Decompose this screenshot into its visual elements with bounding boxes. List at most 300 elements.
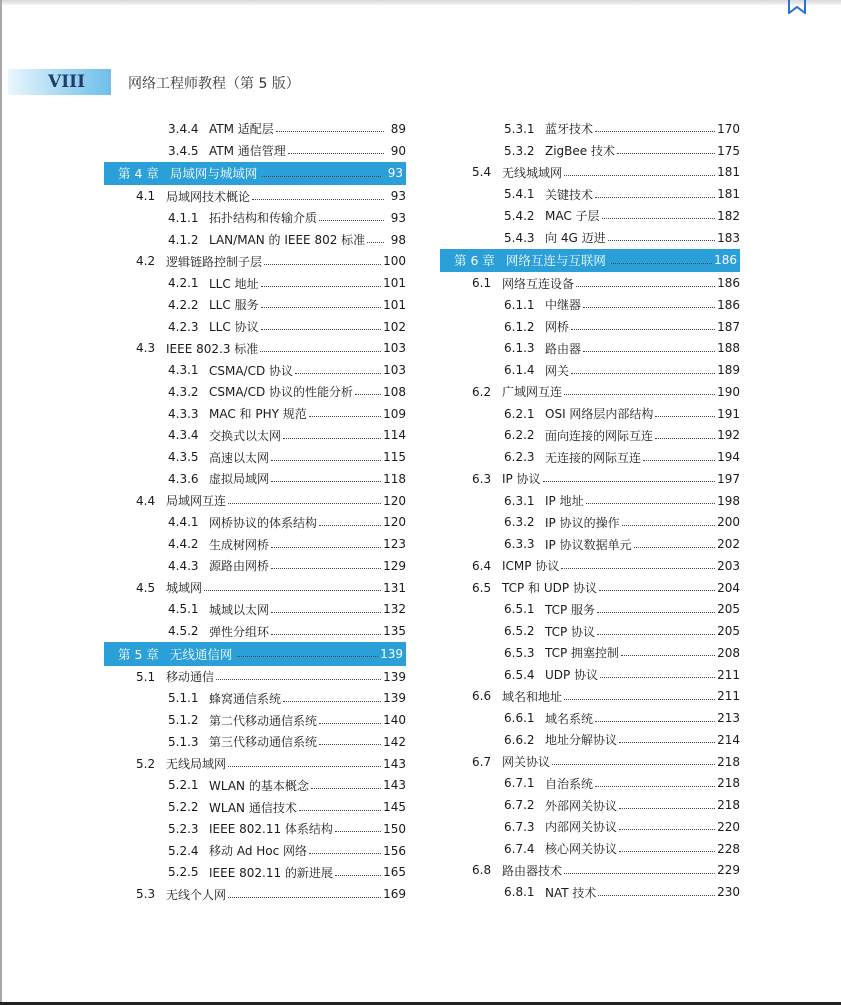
section-number: 6.1.2	[504, 319, 535, 334]
leader-dots	[586, 503, 716, 504]
toc-entry[interactable]	[436, 686, 740, 708]
toc-entry[interactable]	[436, 118, 740, 140]
toc-entry[interactable]	[436, 512, 740, 534]
toc-entry[interactable]	[436, 816, 740, 838]
section-title: IP 协议数据单元	[545, 537, 632, 552]
section-number: 4.4.1	[168, 515, 199, 530]
section-number: 6.2.3	[504, 450, 535, 465]
page-number: 143	[383, 778, 406, 793]
page-number: 198	[717, 493, 740, 508]
section-number: 4.2.2	[168, 297, 199, 312]
leader-dots	[283, 438, 381, 439]
leader-dots	[335, 875, 381, 876]
chapter-heading	[449, 250, 609, 270]
leader-dots	[271, 460, 381, 461]
section-title: 城域以太网	[209, 602, 270, 617]
toc-entry[interactable]	[436, 707, 740, 729]
page-number: 142	[383, 734, 406, 749]
leader-dots	[271, 634, 381, 635]
toc-entry[interactable]	[436, 599, 740, 621]
toc-entry[interactable]	[100, 753, 406, 775]
page-number: 139	[383, 669, 406, 684]
leader-dots	[617, 153, 715, 154]
toc-entry[interactable]	[100, 883, 406, 905]
toc-entry[interactable]	[436, 468, 740, 490]
toc-entry[interactable]	[436, 751, 740, 773]
page-number: 186	[714, 253, 737, 268]
section-title: 第三代移动通信系统	[209, 735, 318, 750]
leader-dots	[262, 176, 381, 177]
page-number: 213	[717, 711, 740, 726]
toc-entry[interactable]	[100, 207, 406, 229]
page-number: 108	[383, 384, 406, 399]
section-number: 4.2	[136, 254, 156, 269]
toc-right-column	[436, 118, 740, 903]
section-number: 6.3.1	[504, 493, 535, 508]
section-number: 4.3.6	[168, 471, 199, 486]
toc-entry[interactable]	[100, 359, 406, 381]
section-number: 6.7	[472, 754, 492, 769]
page-number: 183	[717, 230, 740, 245]
leader-dots	[309, 853, 381, 854]
toc-entry[interactable]	[100, 709, 406, 731]
toc-entry[interactable]	[436, 838, 740, 860]
toc-entry[interactable]	[100, 316, 406, 338]
page-number: 115	[383, 450, 406, 465]
toc-entry[interactable]	[100, 425, 406, 447]
page-number: 186	[717, 276, 740, 291]
section-number: 6.1	[472, 276, 492, 291]
section-title: 局域网技术概论	[166, 189, 251, 204]
section-number: 4.2.3	[168, 319, 199, 334]
section-title: 局域网互连	[166, 494, 227, 509]
section-title: MAC 和 PHY 规范	[209, 407, 307, 422]
page-number: 93	[390, 210, 406, 225]
page-number: 192	[717, 428, 740, 443]
page-number: 191	[717, 406, 740, 421]
section-title: 无连接的网际互连	[545, 450, 642, 465]
section-title: LLC 地址	[209, 276, 259, 291]
section-number: 4.1	[136, 189, 156, 204]
toc-chapter-entry[interactable]	[440, 249, 740, 273]
leader-dots	[204, 590, 381, 591]
section-number: 5.3.1	[504, 121, 535, 136]
leader-dots	[271, 481, 381, 482]
toc-entry[interactable]	[100, 512, 406, 534]
section-title: 网络互连设备	[502, 276, 575, 291]
section-title: WLAN 通信技术	[209, 800, 297, 815]
page-number: 93	[390, 189, 406, 204]
toc-entry[interactable]	[436, 860, 740, 882]
page-number: 188	[717, 341, 740, 356]
section-title: WLAN 的基本概念	[209, 778, 309, 793]
page-number: 120	[383, 515, 406, 530]
toc-entry[interactable]	[436, 490, 740, 512]
page-number: 202	[717, 537, 740, 552]
leader-dots	[271, 568, 381, 569]
toc-entry[interactable]	[436, 227, 740, 249]
page-number: 205	[717, 624, 740, 639]
toc-entry[interactable]	[436, 425, 740, 447]
section-number: 6.5.3	[504, 645, 535, 660]
page-number: 230	[717, 885, 740, 900]
section-number: 5.1.1	[168, 691, 199, 706]
toc-entry[interactable]	[100, 666, 406, 688]
toc-entry[interactable]	[100, 818, 406, 840]
section-number: 6.2.1	[504, 406, 535, 421]
leader-dots	[619, 742, 715, 743]
leader-dots	[319, 744, 381, 745]
chapter-heading	[113, 163, 260, 183]
section-title: 核心网关协议	[545, 842, 618, 857]
section-number: 4.3.1	[168, 363, 199, 378]
section-number: 5.2.5	[168, 865, 199, 880]
section-number: 6.2	[472, 384, 492, 399]
leader-dots	[355, 394, 381, 395]
toc-entry[interactable]	[436, 881, 740, 903]
page-number: 139	[383, 691, 406, 706]
leader-dots	[571, 329, 715, 330]
page-number: 123	[383, 537, 406, 552]
page-number: 220	[717, 819, 740, 834]
leader-dots	[571, 373, 715, 374]
leader-dots	[261, 307, 382, 308]
toc-left-column	[100, 118, 406, 905]
toc-entry[interactable]	[436, 577, 740, 599]
toc-chapter-entry[interactable]	[104, 162, 406, 186]
leader-dots	[264, 264, 381, 265]
leader-dots	[271, 547, 381, 548]
page-number: 165	[383, 865, 406, 880]
section-title: CSMA/CD 协议	[209, 363, 294, 378]
section-title: TCP 和 UDP 协议	[502, 581, 597, 596]
section-number: 6.8	[472, 863, 492, 878]
page-number: 132	[383, 602, 406, 617]
page-number: 181	[717, 187, 740, 202]
leader-dots	[367, 242, 384, 243]
page-number: 102	[383, 319, 406, 334]
section-title: LLC 协议	[209, 320, 259, 335]
section-number: 4.3.2	[168, 384, 199, 399]
section-number: 6.7.1	[504, 776, 535, 791]
leader-dots	[619, 829, 715, 830]
leader-dots	[655, 416, 715, 417]
toc-entry[interactable]	[100, 840, 406, 862]
section-number: 6.2.2	[504, 428, 535, 443]
toc-entry[interactable]	[100, 731, 406, 753]
toc-entry[interactable]	[436, 620, 740, 642]
toc-entry[interactable]	[100, 599, 406, 621]
leader-dots	[598, 895, 715, 896]
chapter-number: 第 4 章	[118, 166, 159, 182]
page-number: 100	[383, 254, 406, 269]
section-number: 4.3.5	[168, 450, 199, 465]
section-title: 路由器技术	[502, 863, 563, 878]
section-number: 5.1.2	[168, 713, 199, 728]
toc-entry[interactable]	[436, 642, 740, 664]
leader-dots	[216, 679, 381, 680]
page-number: 189	[717, 363, 740, 378]
toc-entry[interactable]	[436, 381, 740, 403]
toc-entry[interactable]	[436, 205, 740, 227]
section-title: TCP 拥塞控制	[545, 646, 620, 661]
section-title: 网关	[545, 363, 570, 378]
section-title: 地址分解协议	[545, 733, 618, 748]
section-title: 域名系统	[545, 711, 594, 726]
page-number: 229	[717, 863, 740, 878]
leader-dots	[237, 656, 378, 657]
chapter-number: 第 5 章	[118, 646, 159, 662]
page-number: 205	[717, 602, 740, 617]
leader-dots	[561, 568, 715, 569]
toc-entry[interactable]	[100, 775, 406, 797]
page-number: 114	[383, 428, 406, 443]
toc-entry[interactable]	[100, 555, 406, 577]
leader-dots	[252, 199, 384, 200]
section-number: 4.3.4	[168, 428, 199, 443]
section-title: MAC 子层	[545, 209, 600, 224]
section-title: 网桥协议的体系结构	[209, 515, 318, 530]
section-title: ATM 适配层	[209, 122, 274, 137]
page-number: 103	[383, 341, 406, 356]
section-title: 第二代移动通信系统	[209, 713, 318, 728]
page-number: 211	[717, 667, 740, 682]
leader-dots	[543, 481, 716, 482]
page-number: 103	[383, 363, 406, 378]
section-number: 5.2.1	[168, 778, 199, 793]
page-number: 90	[390, 143, 406, 158]
leader-dots	[621, 655, 715, 656]
section-title: TCP 协议	[545, 624, 596, 639]
toc-entry[interactable]	[100, 446, 406, 468]
leader-dots	[311, 788, 381, 789]
toc-entry[interactable]	[100, 468, 406, 490]
leader-dots	[655, 438, 715, 439]
toc-entry[interactable]	[436, 794, 740, 816]
section-title: 逻辑链路控制子层	[166, 254, 263, 269]
toc-entry[interactable]	[100, 338, 406, 360]
leader-dots	[597, 612, 715, 613]
section-number: 6.3.2	[504, 515, 535, 530]
section-title: IP 地址	[545, 494, 584, 509]
left-edge	[0, 0, 2, 1005]
leader-dots	[564, 394, 715, 395]
section-title: 城域网	[166, 581, 203, 596]
section-number: 4.1.2	[168, 232, 199, 247]
leader-dots	[564, 175, 715, 176]
page-number: 170	[717, 121, 740, 136]
page-number: 175	[717, 143, 740, 158]
leader-dots	[611, 263, 712, 264]
toc-entry[interactable]	[436, 183, 740, 205]
leader-dots	[583, 307, 715, 308]
section-title: 虚拟局域网	[209, 472, 270, 487]
toc-entry[interactable]	[100, 251, 406, 273]
section-number: 4.2.1	[168, 276, 199, 291]
section-number: 6.1.4	[504, 363, 535, 378]
toc-entry[interactable]	[436, 140, 740, 162]
section-number: 6.6	[472, 689, 492, 704]
leader-dots	[622, 525, 716, 526]
section-number: 6.6.2	[504, 732, 535, 747]
book-title: 网络工程师教程（第 5 版）	[128, 76, 300, 92]
section-title: LAN/MAN 的 IEEE 802 标准	[209, 233, 366, 248]
chapter-title: 局域网与城域网	[169, 166, 258, 182]
page-number: 131	[383, 580, 406, 595]
section-number: 6.7.4	[504, 841, 535, 856]
page-number: 150	[383, 821, 406, 836]
leader-dots	[595, 131, 715, 132]
page-number: 135	[383, 624, 406, 639]
section-number: 5.2.4	[168, 843, 199, 858]
toc-entry[interactable]	[100, 620, 406, 642]
page-number: 186	[717, 297, 740, 312]
section-title: 路由器	[545, 341, 582, 356]
toc-entry[interactable]	[436, 664, 740, 686]
toc-entry[interactable]	[436, 555, 740, 577]
leader-dots	[564, 873, 715, 874]
section-number: 5.4.2	[504, 208, 535, 223]
leader-dots	[608, 240, 716, 241]
section-title: LLC 服务	[209, 298, 259, 313]
section-number: 5.1.3	[168, 734, 199, 749]
leader-dots	[595, 721, 715, 722]
toc-entry[interactable]	[436, 773, 740, 795]
section-title: NAT 技术	[545, 885, 597, 900]
leader-dots	[564, 699, 715, 700]
section-number: 6.5	[472, 580, 492, 595]
section-title: 蓝牙技术	[545, 122, 594, 137]
toc-entry[interactable]	[100, 272, 406, 294]
leader-dots	[643, 460, 715, 461]
toc-entry[interactable]	[436, 729, 740, 751]
page-number: 118	[383, 471, 406, 486]
section-title: IEEE 802.3 标准	[166, 341, 259, 356]
section-number: 6.5.2	[504, 624, 535, 639]
section-number: 6.1.1	[504, 297, 535, 312]
leader-dots	[309, 416, 381, 417]
leader-dots	[583, 351, 715, 352]
section-number: 6.7.3	[504, 819, 535, 834]
leader-dots	[261, 329, 382, 330]
section-title: 域名和地址	[502, 689, 563, 704]
toc-entry[interactable]	[100, 688, 406, 710]
section-title: 蜂窝通信系统	[209, 691, 282, 706]
leader-dots	[595, 786, 715, 787]
leader-dots	[299, 810, 381, 811]
section-number: 5.4.3	[504, 230, 535, 245]
toc-entry[interactable]	[100, 381, 406, 403]
section-number: 5.3.2	[504, 143, 535, 158]
section-number: 6.1.3	[504, 341, 535, 356]
section-number: 3.4.5	[168, 143, 199, 158]
section-number: 6.8.1	[504, 885, 535, 900]
toc-entry[interactable]	[100, 862, 406, 884]
leader-dots	[295, 373, 381, 374]
section-title: TCP 服务	[545, 602, 596, 617]
section-title: 无线局域网	[166, 757, 227, 772]
chapter-title: 无线通信网	[169, 646, 233, 662]
section-number: 6.5.4	[504, 667, 535, 682]
toc-entry[interactable]	[100, 490, 406, 512]
leader-dots	[602, 218, 716, 219]
section-title: UDP 协议	[545, 668, 599, 683]
page-number: 218	[717, 798, 740, 813]
section-number: 4.4.2	[168, 537, 199, 552]
section-title: OSI 网络层内部结构	[545, 407, 654, 422]
page-number: 211	[717, 689, 740, 704]
leader-dots	[271, 612, 381, 613]
page-number: 109	[383, 406, 406, 421]
section-title: ZigBee 技术	[545, 144, 615, 159]
section-title: 移动 Ad Hoc 网络	[209, 844, 308, 859]
top-edge	[0, 0, 841, 5]
section-title: IEEE 802.11 的新进展	[209, 865, 333, 880]
page-number: 208	[717, 645, 740, 660]
section-title: 拓扑结构和传输介质	[209, 211, 318, 226]
toc-entry[interactable]	[100, 294, 406, 316]
toc-entry[interactable]	[436, 533, 740, 555]
section-number: 3.4.4	[168, 121, 199, 136]
section-number: 5.2	[136, 756, 156, 771]
section-title: 交换式以太网	[209, 428, 282, 443]
section-title: 广域网互连	[502, 385, 563, 400]
toc-entry[interactable]	[436, 359, 740, 381]
section-number: 6.4	[472, 558, 492, 573]
section-number: 4.5.1	[168, 602, 199, 617]
leader-dots	[619, 851, 715, 852]
page-number: 145	[383, 800, 406, 815]
bookmark-icon[interactable]	[788, 0, 806, 14]
page-number: 187	[717, 319, 740, 334]
section-title: IP 协议的操作	[545, 515, 620, 530]
page-number: 89	[390, 121, 406, 136]
toc-entry[interactable]	[100, 229, 406, 251]
page-number: 101	[383, 297, 406, 312]
toc-entry[interactable]	[436, 403, 740, 425]
section-title: 无线城域网	[502, 165, 563, 180]
leader-dots	[619, 808, 715, 809]
toc-entry[interactable]	[100, 140, 406, 162]
toc-entry[interactable]	[100, 118, 406, 140]
section-number: 6.6.1	[504, 711, 535, 726]
toc-entry[interactable]	[436, 316, 740, 338]
page-number: 203	[717, 558, 740, 573]
page-number: 182	[717, 208, 740, 223]
toc-entry[interactable]	[436, 338, 740, 360]
toc-entry[interactable]	[100, 403, 406, 425]
toc-entry[interactable]	[436, 162, 740, 184]
section-title: 生成树网桥	[209, 537, 270, 552]
toc-entry[interactable]	[436, 446, 740, 468]
section-title: IP 协议	[502, 472, 541, 487]
section-title: 外部网关协议	[545, 798, 618, 813]
toc-entry[interactable]	[436, 294, 740, 316]
section-number: 5.4.1	[504, 187, 535, 202]
section-title: 高速以太网	[209, 450, 270, 465]
toc-chapter-entry[interactable]	[104, 642, 406, 666]
leader-dots	[335, 831, 381, 832]
section-number: 4.4	[136, 493, 156, 508]
toc-entry[interactable]	[100, 185, 406, 207]
section-title: ICMP 协议	[502, 559, 560, 574]
toc-entry[interactable]	[100, 796, 406, 818]
section-number: 4.3.3	[168, 406, 199, 421]
toc-entry[interactable]	[436, 272, 740, 294]
toc-entry[interactable]	[100, 533, 406, 555]
leader-dots	[228, 766, 381, 767]
toc-entry[interactable]	[100, 577, 406, 599]
